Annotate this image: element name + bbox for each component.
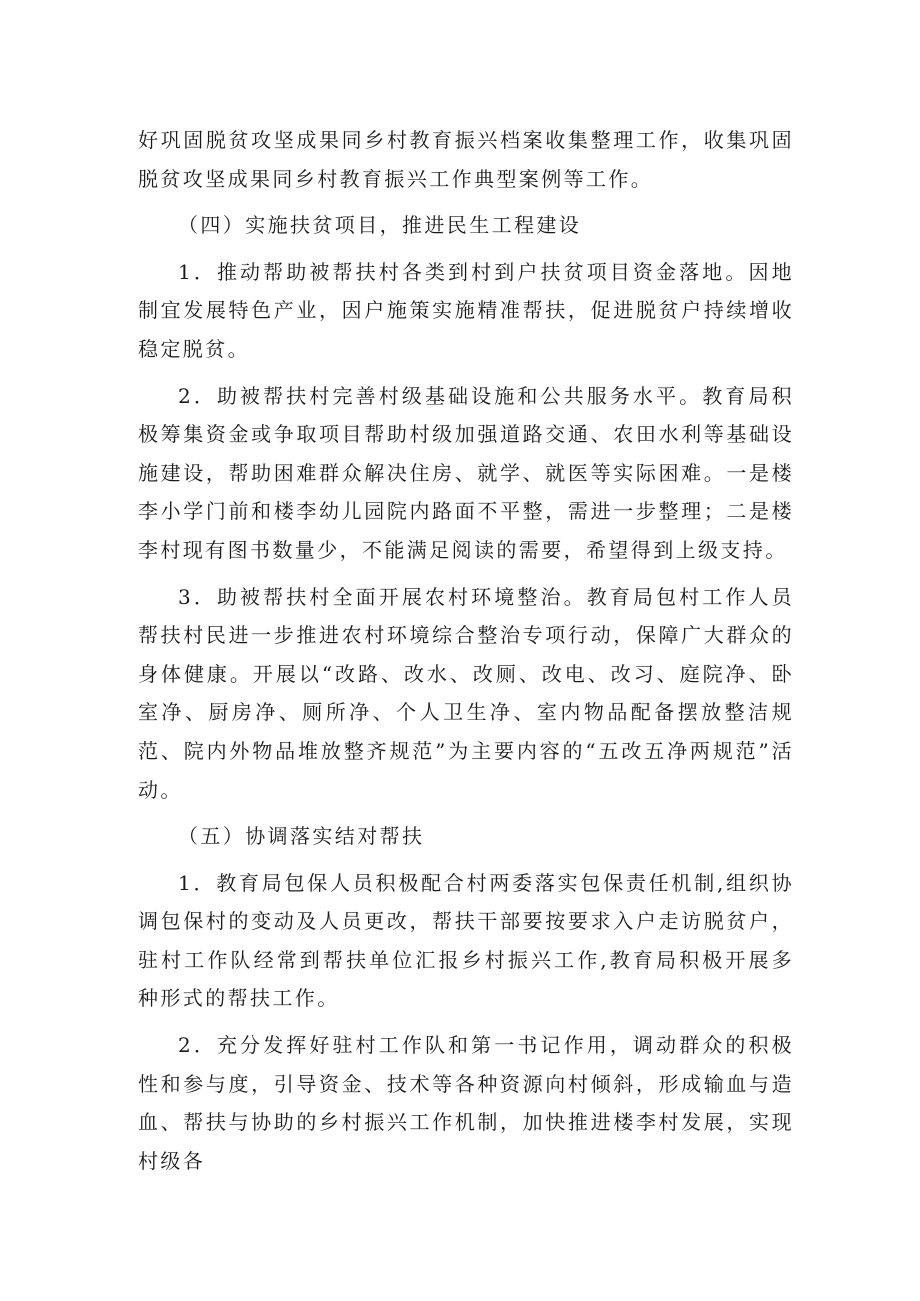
paragraph-5-2: 2．充分发挥好驻村工作队和第一书记作用，调动群众的积极性和参与度，引导资金、技术等各种资源向村倾斜，形成输血与造血、帮扶与协助的乡村振兴工作机制，加快推进楼李村发展，实现村级各 [138,1033,794,1173]
paragraph-4-1: 1．推动帮助被帮扶村各类到村到户扶贫项目资金落地。因地制宜发展特色产业，因户施策实施精准帮扶，促进脱贫户持续增收稳定脱贫。 [138,259,794,361]
paragraph-5-1: 1．教育局包保人员积极配合村两委落实包保责任机制,组织协调包保村的变动及人员更改，帮扶干部要按要求入户走访脱贫户，驻村工作队经常到帮扶单位汇报乡村振兴工作,教育局积极开展多种形式的帮扶工作。 [138,870,794,1011]
paragraph-4-3: 3．助被帮扶村全面开展农村环境整治。教育局包村工作人员帮扶村民进一步推进农村环境综合整治专项行动，保障广大群众的身体健康。开展以“改路、改水、改厕、改电、改习、庭院净、卧室净、厨房净、厕所净、个人卫生净、室内物品配备摆放整洁规范、院内外物品堆放整齐规范”为主要内容的“五改五净两规范”活动。 [138,584,794,802]
section-heading-5: （五）协调落实结对帮扶 [178,824,425,849]
section-heading-4: （四）实施扶贫项目，推进民生工程建设 [178,213,582,238]
document-body [138,121,794,1180]
paragraph-continuation: 好巩固脱贫攻坚成果同乡村教育振兴档案收集整理工作，收集巩固脱贫攻坚成果同乡村教育振兴工作典型案例等工作。 [138,128,794,191]
paragraph-4-2: 2．助被帮扶村完善村级基础设施和公共服务水平。教育局积极筹集资金或争取项目帮助村级加强道路交通、农田水利等基础设施建设，帮助困难群众解决住房、就学、就医等实际困难。一是楼李小学门前和楼李幼儿园院内路面不平整，需进一步整理；二是楼李村现有图书数量少，不能满足阅读的需要，希望得到上级支持。 [138,383,794,562]
